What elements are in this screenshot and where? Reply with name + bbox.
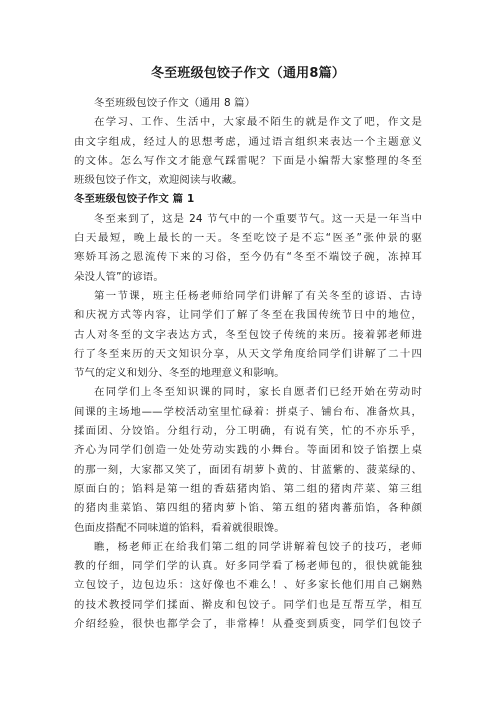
body-text-line: 行了冬至来历的天文知识分享，从天文学角度给同学们讲解了二十四 — [74, 347, 422, 360]
body-text-line: 立包饺子，边包边乐：这好像也不难么！、好多家长他们用自己娴熟 — [74, 579, 422, 592]
body-text-line: 白天最短，晚上最长的一天。冬至吃饺子是不忘“医圣”张仲景的驱 — [74, 232, 422, 245]
body-text-line: 的文体。怎么写作文才能意气踩雷呢？下面是小编帮大家整理的冬至 — [74, 154, 422, 167]
body-text-line: 色面皮搭配不同味道的馅料，看着就很眼馋。 — [74, 521, 285, 534]
body-text-line: 的技术教授同学们揉面、擀皮和包饺子。同学们也是互帮互学，相互 — [74, 598, 422, 611]
body-text-line: 揉面团、分饺馅。分组行动，分工明确，有说有笑，忙的不亦乐乎， — [74, 425, 422, 438]
body-text-line: 冬至班级包饺子作文（通用 8 篇） — [94, 97, 256, 109]
body-text-line: 原面白的；馅料是第一组的香菇猪肉馅、第二组的猪肉芹菜、第三组 — [74, 482, 422, 495]
body-text-line: 由文字组成，经过人的思想考虑，通过语言组织来表达一个主题意义 — [74, 135, 422, 148]
body-text-line: 介绍经验，很快也都学会了，非常棒！从叠变到质变，同学们包饺子 — [74, 618, 422, 631]
body-text-line: 第一节课，班主任杨老师给同学们讲解了有关冬至的谚语、古诗 — [94, 289, 422, 302]
body-text-line: 教的仔细，同学们学的认真。好多同学看了杨老师包的，很快就能独 — [74, 560, 422, 573]
body-text-line: 冬至来到了，这是 24 节气中的一个重要节气。这一天是一年当中 — [94, 212, 422, 225]
document-body — [74, 94, 422, 634]
body-text-line: 朵没人管”的谚语。 — [74, 270, 164, 283]
body-text-line: 节气的定义和划分、冬至的地理意义和影响。 — [74, 367, 285, 380]
body-text-line: 在同学们上冬至知识课的同时，家长自愿者们已经开始在劳动时 — [94, 386, 422, 399]
body-text-line: 齐心为同学们创造一处处劳动实践的小舞台。等面团和饺子馅摆上桌 — [74, 444, 422, 457]
body-text-line: 寒娇耳汤之恩流传下来的习俗，至今仍有“冬至不端饺子碗，冻掉耳 — [74, 251, 422, 264]
body-text-line: 瞧，杨老师正在给我们第二组的同学讲解着包饺子的技巧，老师 — [94, 540, 422, 553]
section-heading: 冬至班级包饺子作文 篇 1 — [74, 193, 195, 206]
body-text-line: 古人对冬至的文字表达方式，冬至包饺子传统的来历。接着郭老师进 — [74, 328, 422, 341]
body-text-line: 和庆祝方式等内容，让同学们了解了冬至在我国传统节日中的地位， — [74, 309, 422, 322]
body-text-line: 的那一刻，大家都又笑了，面团有胡萝卜黄的、甘蓝紫的、菠菜绿的、 — [74, 463, 422, 476]
body-text-line: 在学习、工作、生活中，大家最不陌生的就是作文了吧，作文是 — [94, 116, 422, 129]
body-text-line: 班级包饺子作文，欢迎阅读与收藏。 — [74, 174, 243, 187]
body-text-line: 间课的主场地——学校活动室里忙碌着：拼桌子、铺台布、准备炊具， — [74, 405, 422, 418]
body-text-line: 的猪肉韭菜馅、第四组的猪肉萝卜馅、第五组的猪肉蕃茄馅，各种颜 — [74, 502, 422, 515]
document-title: 冬至班级包饺子作文（通用8篇） — [150, 66, 346, 81]
